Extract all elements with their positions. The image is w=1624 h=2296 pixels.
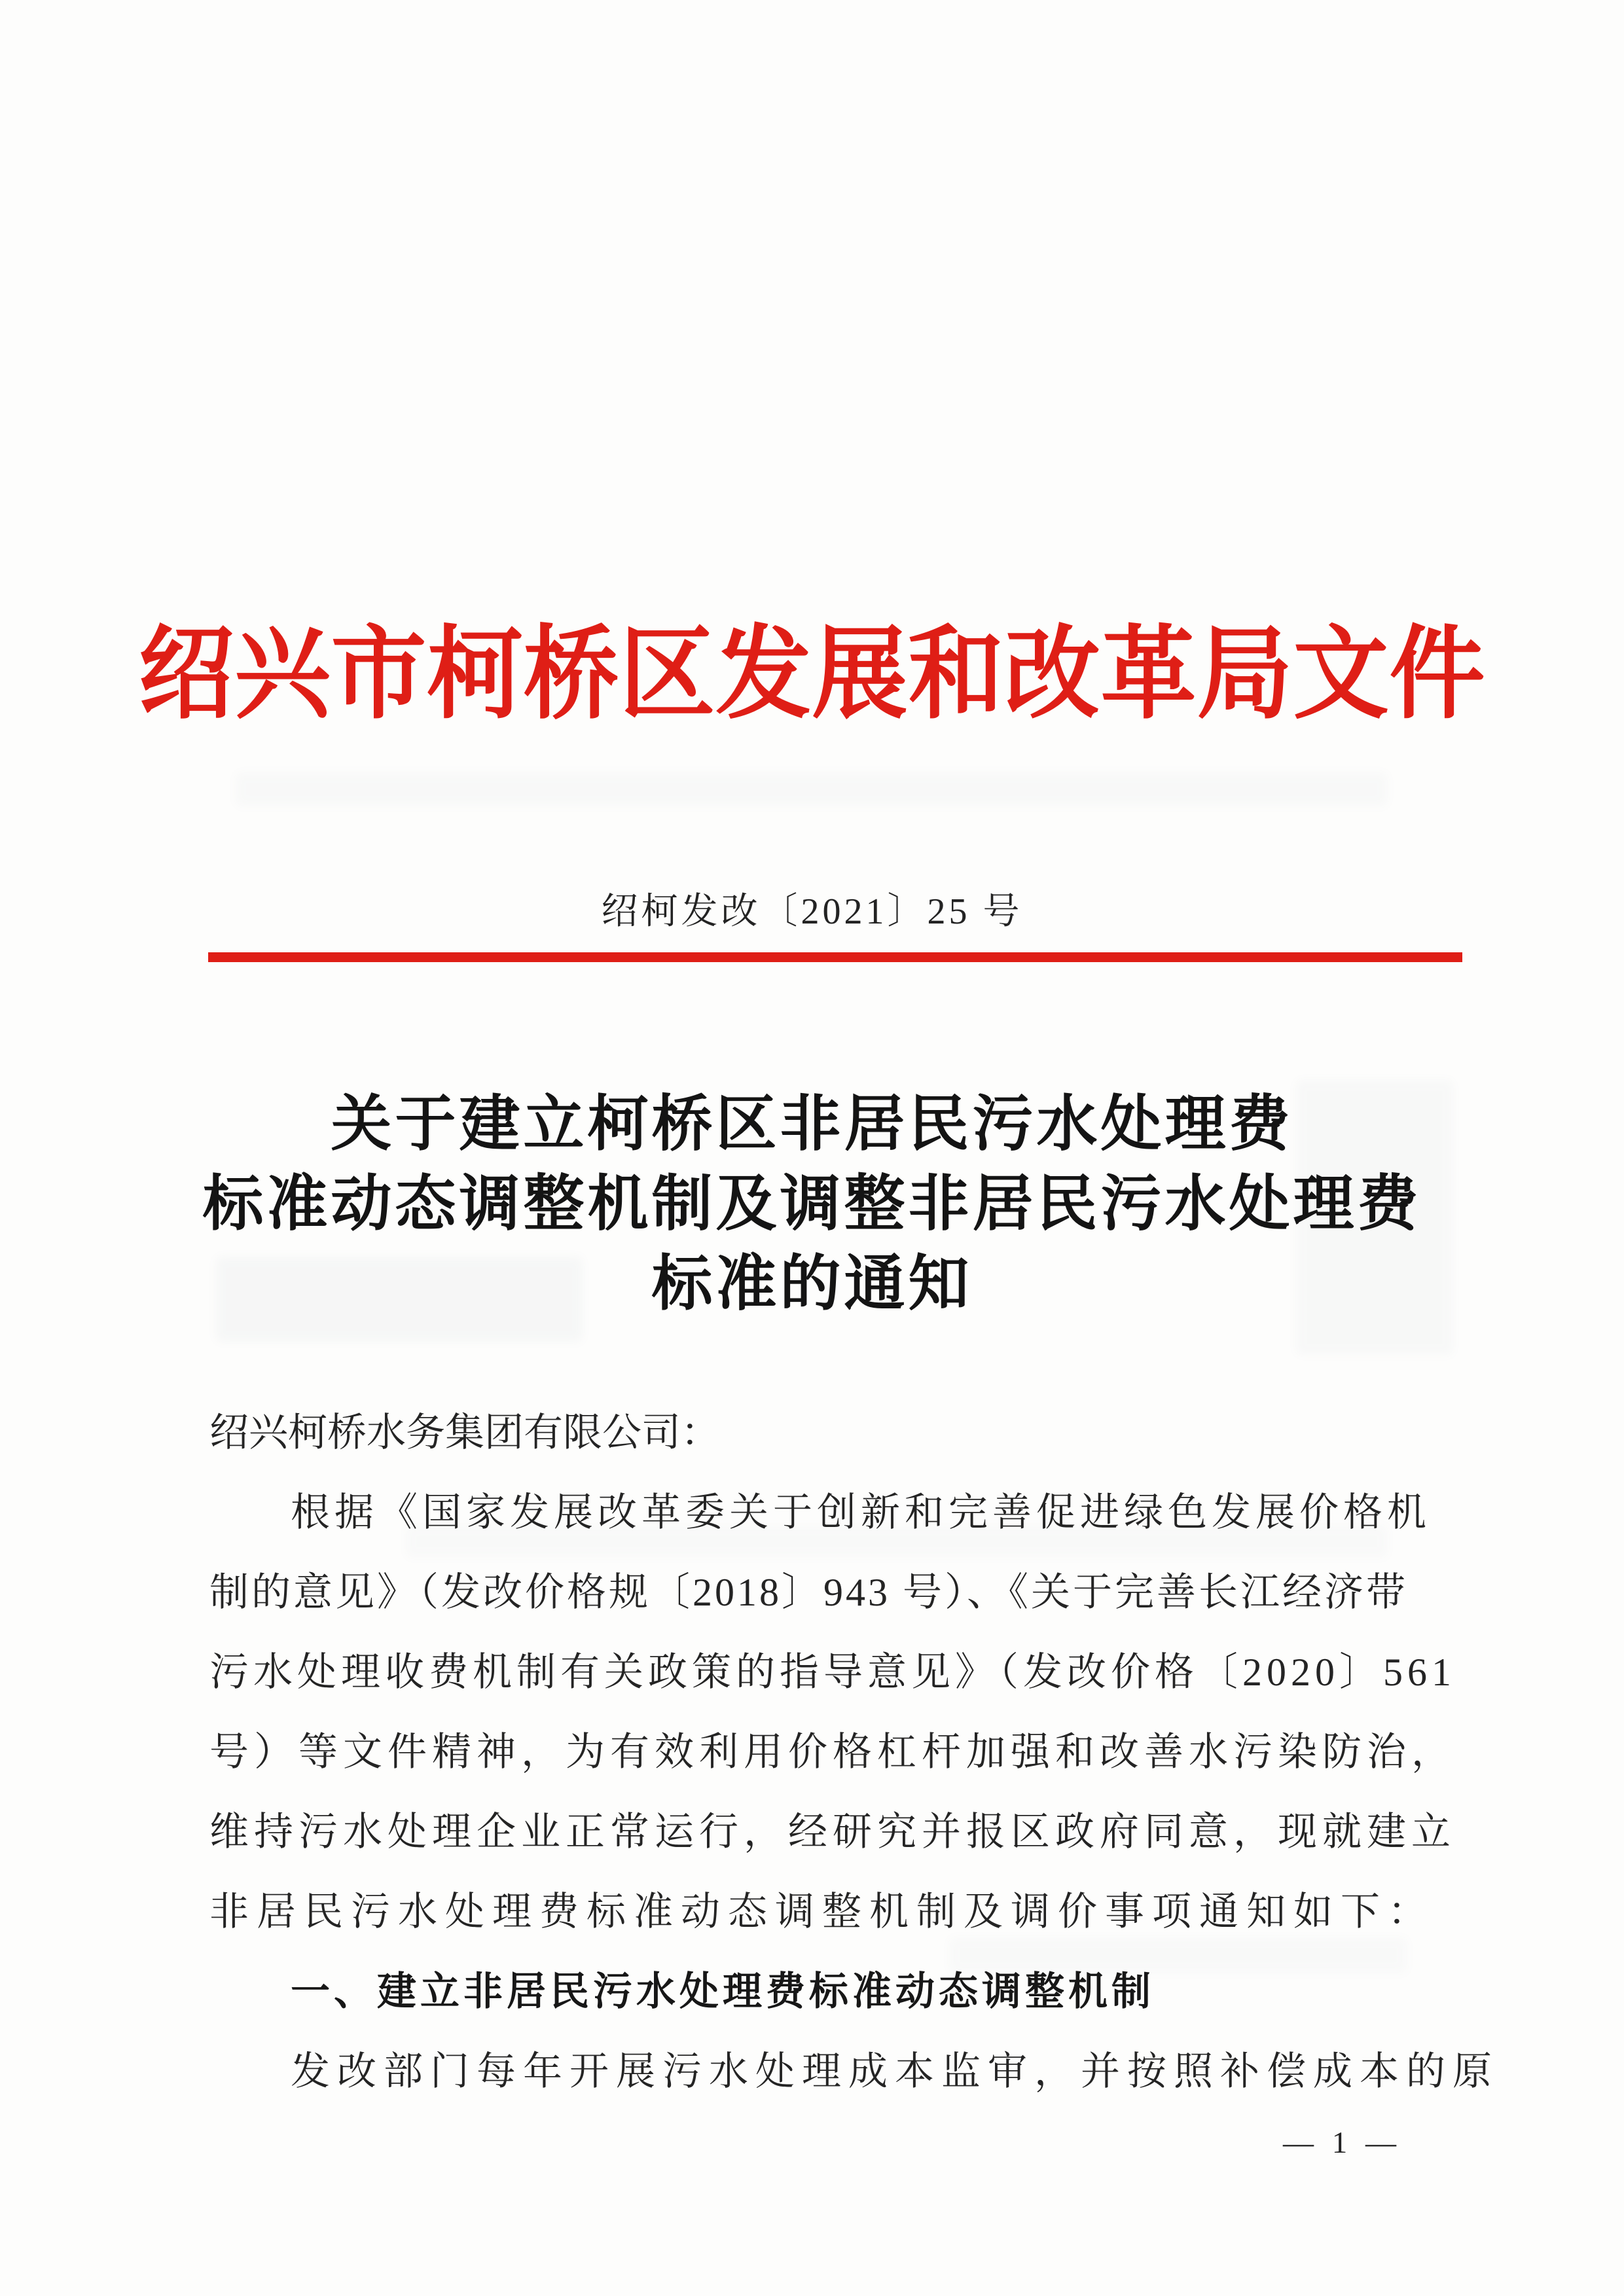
bleed-through-artifact	[236, 772, 1388, 806]
addressee-line: 绍兴柯桥水务集团有限公司：	[209, 1411, 720, 1454]
page-number: — 1 —	[1283, 2126, 1401, 2160]
body-line: 号）等文件精神，为有效利用价格杠杆加强和改善水污染防治，	[209, 1731, 1456, 1774]
body-line: 维持污水处理企业正常运行，经研究并报区政府同意，现就建立	[209, 1810, 1456, 1854]
body-line: 非居民污水处理费标准动态调整机制及调价事项通知如下：	[209, 1890, 1435, 1933]
red-divider-rule	[208, 952, 1462, 962]
body-line: 污水处理收费机制有关政策的指导意见》（发改价格〔2020〕561	[209, 1651, 1456, 1694]
document-body	[209, 1393, 1499, 2111]
document-reference-number: 绍柯发改〔2021〕25 号	[601, 891, 1023, 932]
document-title-line: 标准动态调整机制及调整非居民污水处理费	[202, 1171, 1422, 1238]
body-line: 发改部门每年开展污水处理成本监审，并按照补偿成本的原	[291, 2050, 1499, 2093]
body-line: 根据《国家发展改革委关于创新和完善促进绿色发展价格机	[291, 1491, 1431, 1534]
body-line: 制的意见》（发改价格规〔2018〕943 号）、《关于完善长江经济带	[209, 1571, 1408, 1614]
document-title-line: 标准的通知	[651, 1251, 973, 1318]
document-title	[0, 1085, 1624, 1325]
document-title-line: 关于建立柯桥区非居民污水处理费	[331, 1091, 1293, 1158]
section-heading-line: 一、建立非居民污水处理费标准动态调整机制	[291, 1969, 1155, 2013]
agency-letterhead-title: 绍兴市柯桥区发展和改革局文件	[138, 619, 1486, 731]
